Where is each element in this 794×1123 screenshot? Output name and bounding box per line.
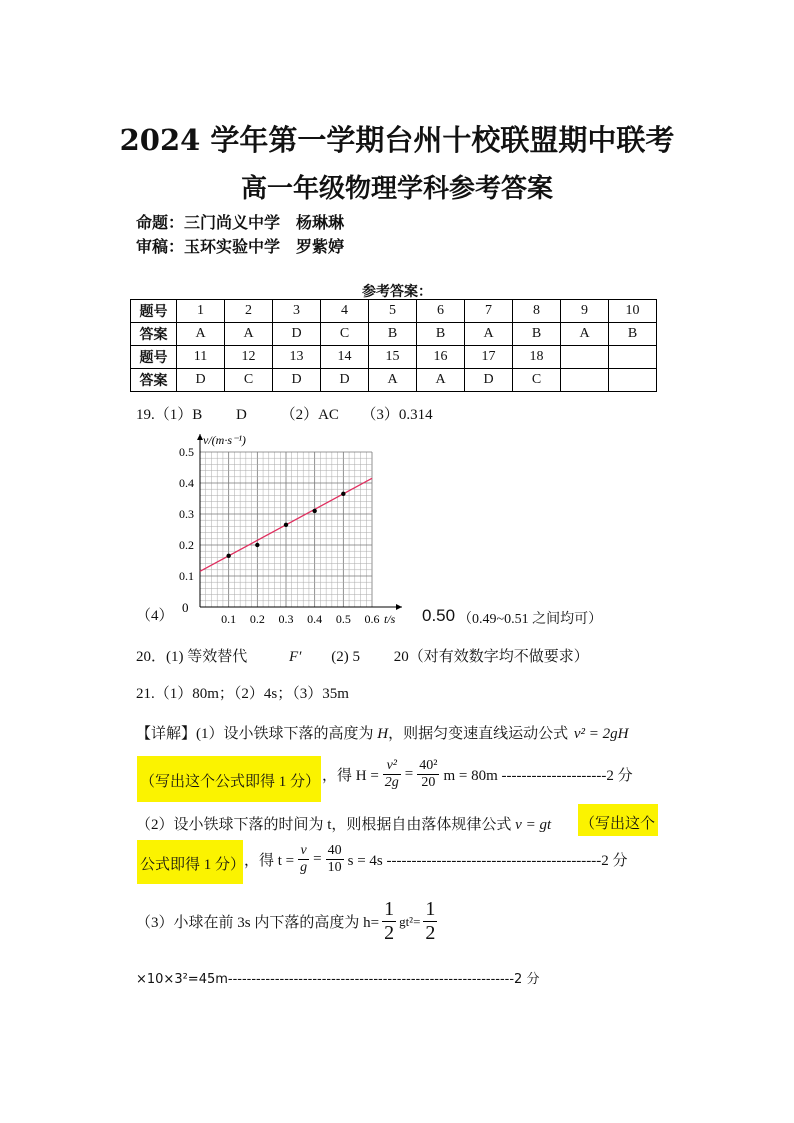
denominator: g xyxy=(300,860,308,875)
eq1-rest: m = 80m ---------------------2 分 xyxy=(443,768,633,784)
answer-table xyxy=(130,299,657,392)
fraction xyxy=(382,898,396,945)
q20-rest: (2) 5 20（对有效数字均不做要求） xyxy=(331,649,589,665)
q20-prefix: 20．(1) 等效替代 xyxy=(136,649,248,665)
question-row-1 xyxy=(131,300,657,323)
reviewer-line: 审稿：玉环实验中学 罗紫婷 xyxy=(136,237,345,256)
y-tick-label: 0.3 xyxy=(179,507,194,521)
data-point xyxy=(226,554,230,558)
equals: = xyxy=(313,851,322,867)
denominator: 2 xyxy=(384,922,395,944)
question-number xyxy=(561,346,609,369)
answer-cell: D xyxy=(177,369,225,392)
question-number: 7 xyxy=(465,300,513,323)
x-tick-label: 0.2 xyxy=(249,612,265,626)
eq1-lhs: ，得 H = xyxy=(322,768,379,784)
answer-cell: D xyxy=(321,369,369,392)
answer-cell: D xyxy=(273,369,321,392)
highlight-1-text: （写出这个公式即得 1 分） xyxy=(140,774,321,790)
fraction xyxy=(326,843,344,876)
answer-cell xyxy=(561,369,609,392)
highlight-2b-text: 公式即得 1 分） xyxy=(140,857,246,873)
eq2-lhs: ，得 t = xyxy=(244,853,295,869)
fraction xyxy=(298,843,309,876)
data-point xyxy=(255,543,259,547)
x-tick-label: 0.5 xyxy=(335,612,351,626)
fraction xyxy=(423,898,437,945)
question-row-2 xyxy=(131,346,657,369)
answer-cell: C xyxy=(321,323,369,346)
answer-cell xyxy=(609,369,657,392)
answer-cell: D xyxy=(465,369,513,392)
y-tick-label: 0.2 xyxy=(179,538,194,552)
x-tick-label: 0.6 xyxy=(364,612,380,626)
row-label: 答案 xyxy=(131,369,177,392)
answer-row-2 xyxy=(131,369,657,392)
question-number: 9 xyxy=(561,300,609,323)
x-tick-label: 0.4 xyxy=(307,612,323,626)
question-number: 12 xyxy=(225,346,273,369)
q21-detail-3 xyxy=(136,898,437,945)
row-label: 题号 xyxy=(131,300,177,323)
y-tick-label: 0.4 xyxy=(179,476,194,490)
question-number: 2 xyxy=(225,300,273,323)
question-number: 11 xyxy=(177,346,225,369)
x-tick-label: 0.3 xyxy=(278,612,294,626)
fraction xyxy=(383,758,401,791)
data-point xyxy=(312,509,316,513)
equation-1 xyxy=(322,758,633,791)
question-number: 3 xyxy=(273,300,321,323)
denominator: 2g xyxy=(384,775,399,790)
equals: = xyxy=(404,766,414,782)
x-axis-arrow xyxy=(396,604,402,610)
question-number: 17 xyxy=(465,346,513,369)
q21-detail-1a-rest: ，则据匀变速直线运动公式 xyxy=(388,726,569,742)
page-subtitle: 高一年级物理学科参考答案 xyxy=(240,174,553,204)
q19-part4-range: （0.49~0.51 之间均可） xyxy=(458,612,603,627)
numerator: 40 xyxy=(327,843,342,858)
formula-1: v² = 2gH xyxy=(573,726,629,742)
answer-cell: B xyxy=(369,323,417,346)
velocity-time-chart xyxy=(140,425,420,630)
answer-cell: A xyxy=(369,369,417,392)
q21-detail-2 xyxy=(136,813,551,834)
q19-answers: 19.（1）B D （2）AC （3）0.314 xyxy=(136,407,433,423)
answer-cell: A xyxy=(417,369,465,392)
question-number: 5 xyxy=(369,300,417,323)
eq2-rest: s = 4s -------------------------------------------2 分 xyxy=(347,853,628,869)
answer-cell: B xyxy=(513,323,561,346)
highlight-2a-text: （写出这个 xyxy=(580,816,656,832)
fraction xyxy=(417,758,439,791)
answer-cell: B xyxy=(609,323,657,346)
numerator: 1 xyxy=(425,898,436,920)
x-axis-label: t/s xyxy=(384,612,396,626)
answer-cell: B xyxy=(417,323,465,346)
y-tick-label: 0.1 xyxy=(179,569,194,583)
answer-cell: C xyxy=(225,369,273,392)
question-number: 16 xyxy=(417,346,465,369)
numerator: 40² xyxy=(419,758,438,773)
q19-part4-label: （4） xyxy=(136,608,174,624)
question-number: 8 xyxy=(513,300,561,323)
question-number: 18 xyxy=(513,346,561,369)
q20-line xyxy=(136,645,589,666)
question-number: 1 xyxy=(177,300,225,323)
q21-summary: 21.（1）80m；（2）4s；（3）35m xyxy=(136,686,349,702)
formula-2: v = gt xyxy=(515,817,552,833)
answer-cell: A xyxy=(561,323,609,346)
question-number: 14 xyxy=(321,346,369,369)
answer-cell: C xyxy=(513,369,561,392)
denominator: 20 xyxy=(421,775,436,790)
y-tick-label: 0.5 xyxy=(179,445,194,459)
answers-caption: 参考答案： xyxy=(362,284,432,300)
row-label: 题号 xyxy=(131,346,177,369)
question-number: 15 xyxy=(369,346,417,369)
question-number: 6 xyxy=(417,300,465,323)
answer-cell: A xyxy=(177,323,225,346)
q20-symbol: F′ xyxy=(289,649,302,665)
numerator: v² xyxy=(383,758,401,775)
x-tick-label: 0.1 xyxy=(221,612,237,626)
q21-final: ×10×3²=45m-------------------------------------------------------------2 分 xyxy=(136,972,540,987)
data-point xyxy=(341,492,345,496)
denominator: 10 xyxy=(327,860,342,875)
q21-detail-1 xyxy=(136,722,628,743)
q21-detail-1a: 【详解】(1）设小铁球下落的高度为 xyxy=(136,726,378,742)
answer-cell: D xyxy=(273,323,321,346)
answer-cell: A xyxy=(465,323,513,346)
numerator: v xyxy=(298,843,309,860)
question-number: 10 xyxy=(609,300,657,323)
numerator: 1 xyxy=(384,898,395,920)
question-number: 13 xyxy=(273,346,321,369)
answer-row-1 xyxy=(131,323,657,346)
author-line: 命题：三门尚义中学 杨琳琳 xyxy=(136,213,345,232)
data-point xyxy=(284,523,288,527)
chart-axes xyxy=(182,433,402,626)
answer-cell: A xyxy=(225,323,273,346)
q19-part4-answer: 0.50 xyxy=(422,606,456,625)
page-title: 2024 学年第一学期台州十校联盟期中联考 xyxy=(119,123,675,157)
denominator: 2 xyxy=(425,922,436,944)
equation-2 xyxy=(244,843,628,876)
row-label: 答案 xyxy=(131,323,177,346)
question-number: 4 xyxy=(321,300,369,323)
gt2: gt²= xyxy=(399,913,421,929)
chart-grid xyxy=(200,452,372,607)
origin-label: 0 xyxy=(182,600,189,615)
q21-detail-3-text: （3）小球在前 3s 内下落的高度为 h= xyxy=(136,915,380,931)
y-axis-label: v/(m·s⁻¹) xyxy=(203,433,246,447)
chart-ticks xyxy=(179,445,380,626)
question-number xyxy=(609,346,657,369)
q21-var-h: H xyxy=(377,726,389,742)
q21-detail-2a: （2）设小铁球下落的时间为 t，则根据自由落体规律公式 xyxy=(136,817,512,833)
